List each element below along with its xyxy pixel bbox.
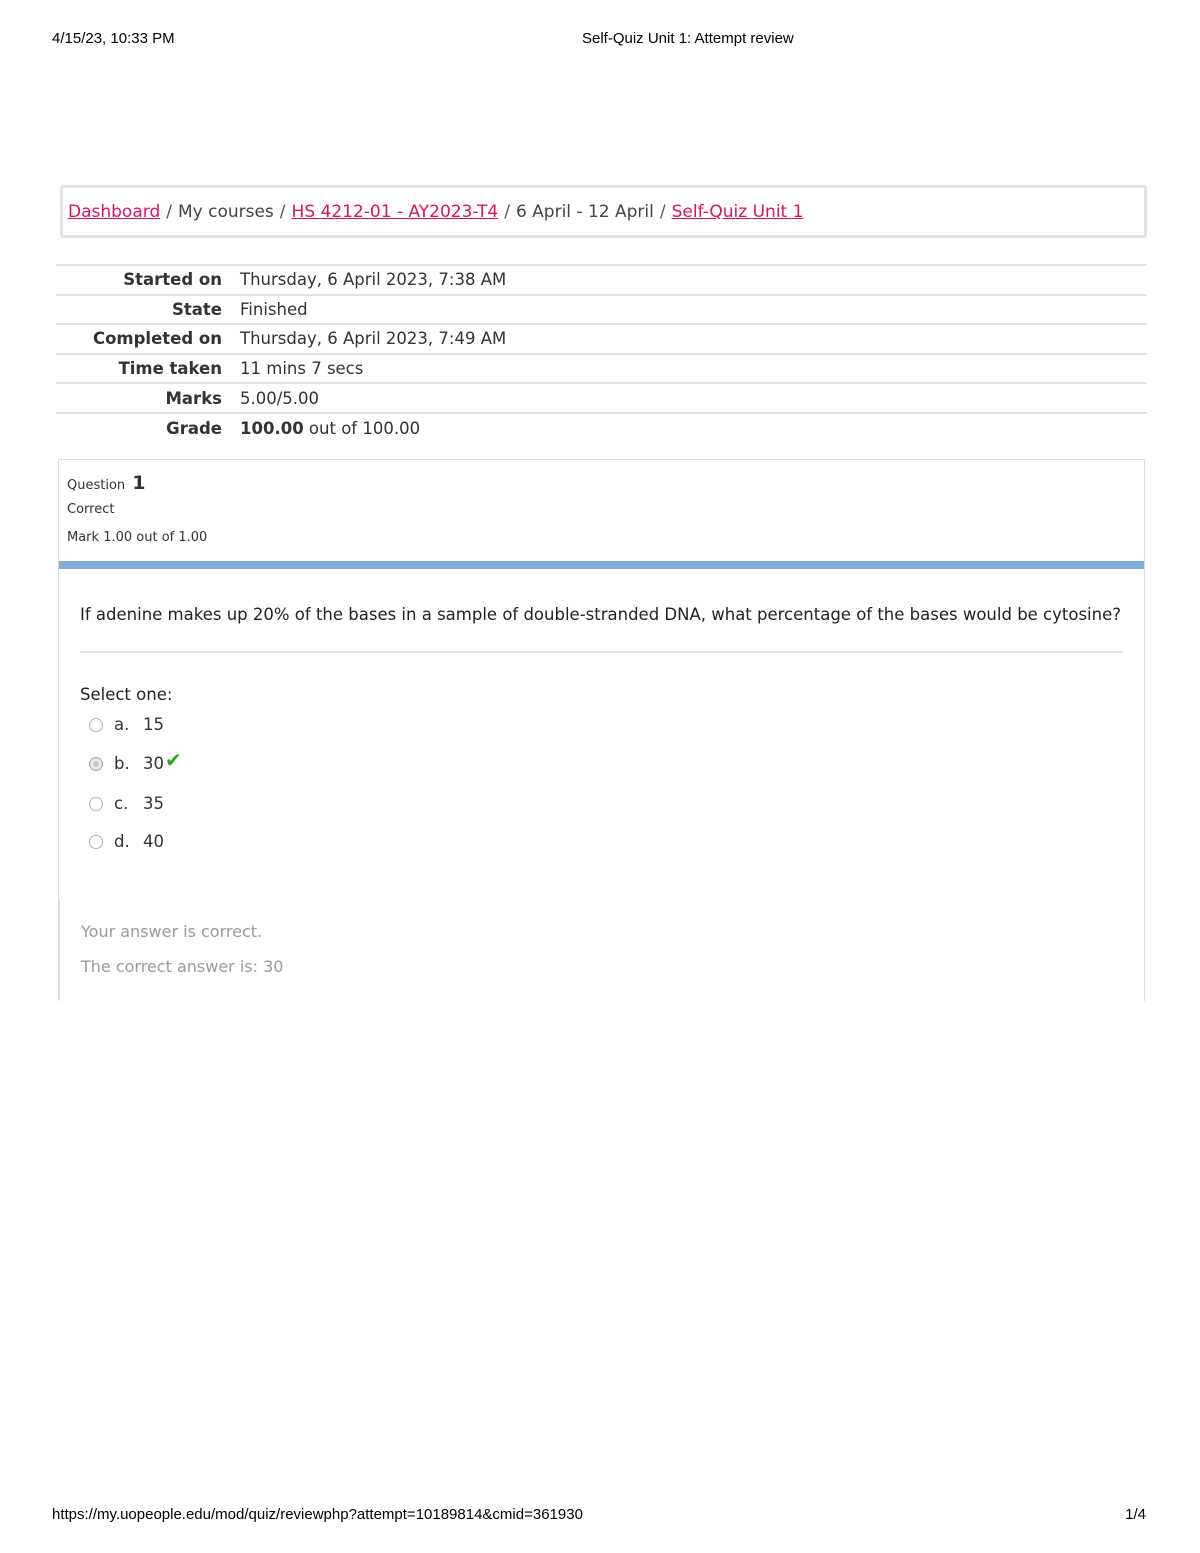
question-formulation <box>59 561 1144 901</box>
summary-row-time-taken <box>56 355 1147 385</box>
radio-button[interactable] <box>89 718 103 732</box>
summary-value: 11 mins 7 secs <box>240 359 364 379</box>
summary-value: Thursday, 6 April 2023, 7:38 AM <box>240 270 507 290</box>
grade-total: out of 100.00 <box>308 419 421 439</box>
question-mark: Mark 1.00 out of 1.00 <box>67 530 208 545</box>
question-number: 1 <box>132 472 146 494</box>
answer-option-a[interactable] <box>89 715 164 734</box>
option-value: 30 <box>143 754 164 773</box>
answer-option-b[interactable] <box>89 747 182 773</box>
option-letter: d. <box>114 832 130 851</box>
summary-row-started <box>56 266 1147 296</box>
option-letter: c. <box>114 794 129 813</box>
correct-answer-text: The correct answer is: 30 <box>81 957 284 976</box>
question-card <box>58 459 1145 1001</box>
summary-row-grade <box>56 414 1147 444</box>
summary-value: Thursday, 6 April 2023, 7:49 AM <box>240 329 507 349</box>
radio-button[interactable] <box>89 797 103 811</box>
breadcrumb-separator: / <box>279 202 286 222</box>
summary-label: State <box>172 299 222 319</box>
breadcrumb-separator: / <box>659 202 666 222</box>
summary-label: Grade <box>166 419 222 439</box>
breadcrumb-course-link[interactable]: HS 4212-01 - AY2023-T4 <box>291 202 499 222</box>
question-label: Question <box>67 478 126 493</box>
feedback-text: Your answer is correct. <box>81 922 263 941</box>
breadcrumb-my-courses: My courses <box>177 202 274 222</box>
question-state: Correct <box>67 502 115 517</box>
summary-label: Started on <box>123 270 222 290</box>
breadcrumb-week: 6 April - 12 April <box>515 202 654 222</box>
print-datetime: 4/15/23, 10:33 PM <box>52 30 175 47</box>
breadcrumb <box>60 185 1147 238</box>
summary-row-completed <box>56 325 1147 355</box>
breadcrumb-quiz-link[interactable]: Self-Quiz Unit 1 <box>671 202 804 222</box>
summary-value <box>222 419 420 438</box>
question-info <box>59 460 1144 557</box>
summary-label: Marks <box>165 388 222 408</box>
radio-button-selected[interactable] <box>89 757 103 771</box>
question-outcome <box>59 900 1144 1000</box>
answer-option-d[interactable] <box>89 832 164 851</box>
option-letter: a. <box>114 715 130 734</box>
summary-value: Finished <box>240 299 308 319</box>
print-page-title: Self-Quiz Unit 1: Attempt review <box>582 30 794 47</box>
option-value: 15 <box>143 715 164 734</box>
divider <box>80 651 1123 653</box>
question-text: If adenine makes up 20% of the bases in a sample of double-stranded DNA, what percentage of the bases would be cytosine? <box>80 605 1122 624</box>
breadcrumb-separator: / <box>504 202 510 222</box>
summary-value: 5.00/5.00 <box>240 388 320 408</box>
summary-row-marks <box>56 384 1147 414</box>
select-one-prompt: Select one: <box>80 685 173 704</box>
grade-score: 100.00 <box>240 419 304 439</box>
summary-label: Time taken <box>118 359 222 379</box>
attempt-summary-table <box>56 264 1147 444</box>
summary-row-state <box>56 296 1147 326</box>
option-value: 40 <box>143 832 164 851</box>
answer-option-c[interactable] <box>89 794 164 813</box>
print-url: https://my.uopeople.edu/mod/quiz/reviewphp?attempt=10189814&cmid=361930 <box>52 1506 583 1523</box>
option-letter: b. <box>114 754 130 773</box>
summary-label: Completed on <box>92 329 222 349</box>
radio-button[interactable] <box>89 835 103 849</box>
breadcrumb-separator: / <box>166 202 172 222</box>
breadcrumb-dashboard-link[interactable]: Dashboard <box>68 202 161 222</box>
option-value: 35 <box>143 794 164 813</box>
print-page-number: 1/4 <box>1125 1506 1146 1523</box>
check-icon: ✔ <box>165 747 182 772</box>
